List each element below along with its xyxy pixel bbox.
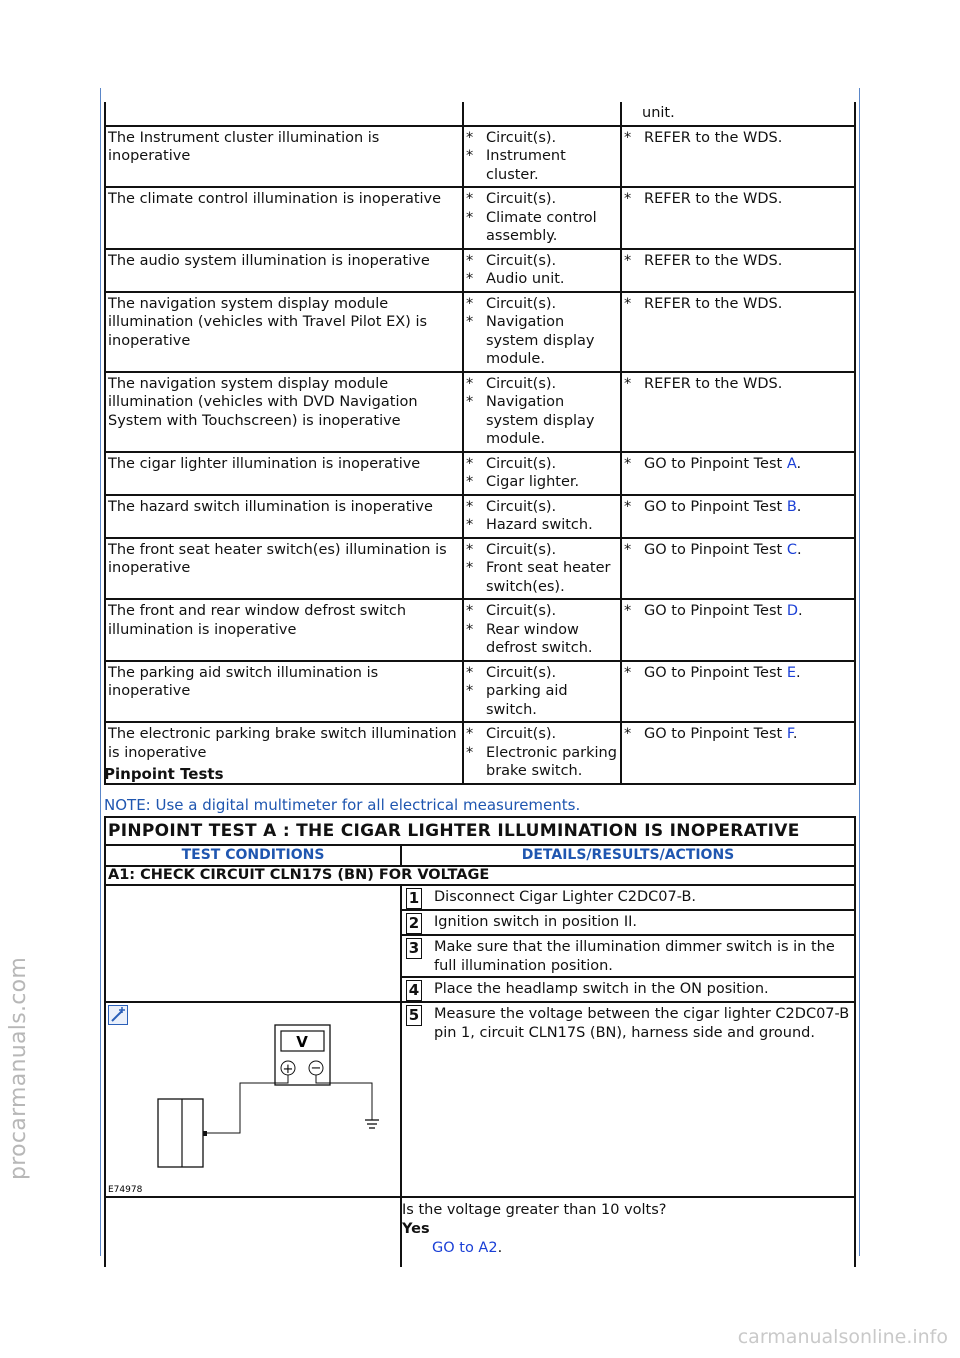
action-cell: * REFER to the WDS. xyxy=(621,292,855,372)
yes-label: Yes xyxy=(402,1221,430,1237)
action-cell: * GO to Pinpoint Test D. xyxy=(621,599,855,661)
figure-id: E74978 xyxy=(108,1185,143,1195)
table-row xyxy=(105,452,855,495)
cause-item: * Navigation system display module. xyxy=(466,394,595,447)
zoom-icon[interactable] xyxy=(108,1005,128,1025)
pinpoint-test-link[interactable]: C xyxy=(786,541,797,558)
causes-cell xyxy=(463,452,621,495)
table-row xyxy=(105,292,855,372)
causes-cell xyxy=(463,292,621,372)
action-cell: * GO to Pinpoint Test F. xyxy=(621,722,855,784)
go-to-a2-link[interactable]: GO to A2 xyxy=(432,1240,498,1256)
pinpoint-test-link[interactable]: A xyxy=(786,455,797,472)
step-2: 2 Ignition switch in position II. xyxy=(401,910,855,935)
pinpoint-test-link[interactable]: D xyxy=(786,603,798,619)
svg-text:−: − xyxy=(310,1061,322,1076)
cause-item: * Circuit(s). xyxy=(466,129,557,146)
condition-cell: The cigar lighter illumination is inoperative xyxy=(105,452,463,495)
cause-item: * Circuit(s). xyxy=(466,726,557,742)
side-watermark: procarmanuals.com xyxy=(6,956,31,1180)
table-row xyxy=(105,538,855,600)
pinpoint-title: PINPOINT TEST A : THE CIGAR LIGHTER ILLUMINATION IS INOPERATIVE xyxy=(105,817,855,845)
result-cell: Is the voltage greater than 10 volts? Yes GO to A2. xyxy=(401,1197,855,1267)
action-cell: * GO to Pinpoint Test C. xyxy=(621,538,855,600)
cause-item: * Cigar lighter. xyxy=(466,474,580,490)
causes-cell xyxy=(463,599,621,661)
figure-cell xyxy=(105,1002,401,1197)
right-frame-line xyxy=(859,88,860,1256)
cause-item: * Instrument cluster. xyxy=(466,148,566,183)
svg-text:+: + xyxy=(282,1062,294,1077)
table-row xyxy=(105,661,855,723)
action-cell: * REFER to the WDS. xyxy=(621,372,855,452)
cause-item: * Front seat heater switch(es). xyxy=(466,560,611,595)
col-test-conditions: TEST CONDITIONS xyxy=(105,845,401,866)
cause-item: * Audio unit. xyxy=(466,271,565,287)
cause-item: * Circuit(s). xyxy=(466,295,557,312)
action-cell: * GO to Pinpoint Test E. xyxy=(621,661,855,723)
note-text: NOTE: Use a digital multimeter for all electrical measurements. xyxy=(104,796,581,814)
cause-item: * Navigation system display module. xyxy=(466,314,595,367)
meter-label: V xyxy=(296,1033,308,1051)
action-cell: * GO to Pinpoint Test A. xyxy=(621,452,855,495)
cause-item: * Circuit(s). xyxy=(466,191,557,207)
cause-item: * Circuit(s). xyxy=(466,541,557,558)
step-5: 5 Measure the voltage between the cigar lighter C2DC07-B pin 1, circuit CLN17S (BN), harness side and ground. xyxy=(401,1002,855,1197)
cause-item: * Circuit(s). xyxy=(466,252,557,269)
step-3: 3 Make sure that the illumination dimmer switch is in the full illumination position. xyxy=(401,935,855,977)
cause-item: * Hazard switch. xyxy=(466,517,593,533)
action-cell: * GO to Pinpoint Test B. xyxy=(621,495,855,538)
table-row xyxy=(105,599,855,661)
cause-item: * Circuit(s). xyxy=(466,664,557,681)
pinpoint-test-link[interactable]: B xyxy=(786,498,797,515)
condition-cell: The front and rear window defrost switch illumination is inoperative xyxy=(105,599,463,661)
step-title: A1: CHECK CIRCUIT CLN17S (BN) FOR VOLTAGE xyxy=(105,866,855,885)
step-4: 4 Place the headlamp switch in the ON position. xyxy=(401,977,855,1002)
cause-item: * Circuit(s). xyxy=(466,455,557,472)
condition-cell: The navigation system display module illumination (vehicles with DVD Navigation System with Touchscreen) is inoperative xyxy=(105,372,463,452)
condition-cell: The Instrument cluster illumination is inoperative xyxy=(105,126,463,188)
cause-item: * Circuit(s). xyxy=(466,498,557,515)
condition-cell: The electronic parking brake switch illumination is inoperative xyxy=(105,722,463,784)
causes-cell xyxy=(463,538,621,600)
cause-item: * parking aid switch. xyxy=(466,683,568,718)
condition-cell: The navigation system display module illumination (vehicles with Travel Pilot EX) is inoperative xyxy=(105,292,463,372)
pinpoint-table xyxy=(104,816,856,1267)
causes-cell xyxy=(463,372,621,452)
left-frame-line xyxy=(100,88,101,1256)
table-row xyxy=(105,102,855,126)
causes-cell xyxy=(463,126,621,188)
condition-cell: The climate control illumination is inoperative xyxy=(105,187,463,249)
table-row xyxy=(105,372,855,452)
table-row xyxy=(105,187,855,249)
causes-cell xyxy=(463,661,621,723)
multimeter-diagram xyxy=(106,1003,400,1196)
condition-cell: The front seat heater switch(es) illumination is inoperative xyxy=(105,538,463,600)
action-cell: * REFER to the WDS. xyxy=(621,126,855,188)
pinpoint-heading: Pinpoint Tests xyxy=(104,765,224,783)
causes-cell xyxy=(463,249,621,292)
causes-cell xyxy=(463,495,621,538)
unit-text: unit. xyxy=(642,105,675,121)
condition-cell: The parking aid switch illumination is inoperative xyxy=(105,661,463,723)
symptom-table xyxy=(104,102,856,785)
causes-cell xyxy=(463,187,621,249)
condition-cell: The audio system illumination is inoperative xyxy=(105,249,463,292)
action-cell: * REFER to the WDS. xyxy=(621,249,855,292)
condition-cell: The hazard switch illumination is inoperative xyxy=(105,495,463,538)
cause-item: * Circuit(s). xyxy=(466,375,557,392)
cause-item: * Circuit(s). xyxy=(466,603,557,619)
action-cell: * REFER to the WDS. xyxy=(621,187,855,249)
pinpoint-test-link[interactable]: E xyxy=(786,664,796,681)
cause-item: * Rear window defrost switch. xyxy=(466,621,593,656)
col-details: DETAILS/RESULTS/ACTIONS xyxy=(401,845,855,866)
pinpoint-test-link[interactable]: F xyxy=(786,726,793,742)
bottom-watermark: carmanualsonline.info xyxy=(737,1326,948,1348)
causes-cell xyxy=(463,722,621,784)
question-text: Is the voltage greater than 10 volts? xyxy=(402,1202,667,1218)
table-row xyxy=(105,495,855,538)
cause-item: * Climate control assembly. xyxy=(466,209,597,244)
table-row xyxy=(105,249,855,292)
step-1: 1 Disconnect Cigar Lighter C2DC07-B. xyxy=(401,885,855,910)
table-row xyxy=(105,126,855,188)
cause-item: * Electronic parking brake switch. xyxy=(466,744,617,779)
